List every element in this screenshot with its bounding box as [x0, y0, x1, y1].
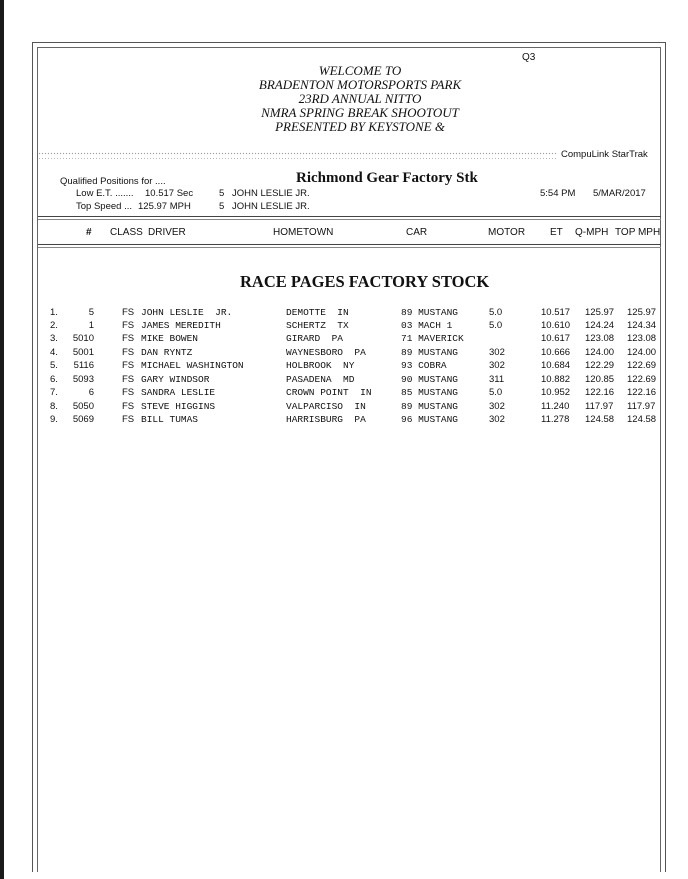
col-hometown: HOMETOWN: [273, 227, 334, 238]
row-qmph: 122.29: [585, 360, 615, 371]
row-qmph: 117.97: [585, 401, 614, 412]
row-driver: MICHAEL WASHINGTON: [141, 360, 244, 371]
row-car: 90 MUSTANG: [401, 374, 459, 385]
row-topmph: 122.69: [627, 374, 657, 385]
row-et: 10.882: [541, 374, 571, 385]
row-position: 5.: [50, 360, 58, 371]
row-et: 10.684: [541, 360, 571, 371]
header-line-1: WELCOME TO: [318, 63, 402, 78]
row-motor: 5.0: [489, 320, 503, 331]
row-car-number: 5010: [72, 333, 94, 344]
row-driver: GARY WINDSOR: [141, 374, 210, 385]
row-driver: DAN RYNTZ: [141, 347, 193, 358]
row-position: 1.: [50, 307, 58, 318]
row-car: 96 MUSTANG: [401, 414, 459, 425]
low-et-driver: JOHN LESLIE JR.: [232, 188, 310, 199]
row-position: 8.: [50, 401, 58, 412]
row-driver: BILL TUMAS: [141, 414, 199, 425]
row-class: FS: [122, 307, 135, 318]
row-car-number: 5069: [72, 414, 94, 425]
event-class-title: Richmond Gear Factory Stk: [296, 170, 478, 186]
row-car-number: 6: [88, 387, 94, 398]
row-et: 11.278: [541, 414, 570, 425]
row-topmph: 124.58: [627, 414, 657, 425]
row-class: FS: [122, 387, 135, 398]
top-speed-car: 5: [219, 201, 225, 212]
header-line-2: BRADENTON MOTORSPORTS PARK: [258, 77, 462, 92]
row-position: 6.: [50, 374, 58, 385]
row-hometown: VALPARCISO IN: [286, 401, 366, 412]
row-hometown: WAYNESBORO PA: [286, 347, 366, 358]
row-topmph: 122.16: [627, 387, 657, 398]
report-time: 5:54 PM: [540, 188, 576, 199]
row-car: 85 MUSTANG: [401, 387, 459, 398]
row-et: 10.610: [541, 320, 571, 331]
row-motor: 311: [489, 374, 505, 385]
row-driver: MIKE BOWEN: [141, 333, 199, 344]
col-num: #: [86, 227, 92, 238]
row-position: 4.: [50, 347, 58, 358]
row-car: 93 COBRA: [401, 360, 447, 371]
row-hometown: CROWN POINT IN: [286, 387, 372, 398]
low-et-label: Low E.T. .......: [76, 188, 134, 199]
row-driver: STEVE HIGGINS: [141, 401, 216, 412]
row-qmph: 120.85: [585, 374, 615, 385]
row-car-number: 5050: [72, 401, 94, 412]
col-topmph: TOP MPH: [615, 227, 661, 238]
row-car: 71 MAVERICK: [401, 333, 464, 344]
header-line-5: PRESENTED BY KEYSTONE &: [275, 119, 445, 134]
qualified-label: Qualified Positions for ....: [60, 176, 166, 187]
rule-mid-2: [38, 247, 661, 248]
col-motor: MOTOR: [488, 227, 526, 238]
row-driver: JOHN LESLIE JR.: [141, 307, 233, 318]
row-position: 2.: [50, 320, 58, 331]
rule-top-2: [38, 219, 661, 220]
row-qmph: 124.00: [585, 347, 615, 358]
row-et: 10.617: [541, 333, 571, 344]
row-motor: 5.0: [489, 307, 503, 318]
top-speed-value: 125.97 MPH: [138, 201, 191, 212]
section-title: RACE PAGES FACTORY STOCK: [240, 272, 490, 291]
report-date: 5/MAR/2017: [593, 188, 646, 199]
row-topmph: 125.97: [627, 307, 657, 318]
header-line-3: 23RD ANNUAL NITTO: [298, 91, 422, 106]
row-qmph: 125.97: [585, 307, 615, 318]
row-car-number: 5001: [72, 347, 94, 358]
col-qmph: Q-MPH: [575, 227, 609, 238]
row-car: 03 MACH 1: [401, 320, 453, 331]
row-et: 10.517: [541, 307, 571, 318]
row-hometown: SCHERTZ TX: [286, 320, 349, 331]
page-id: Q3: [522, 52, 536, 63]
low-et-value: 10.517 Sec: [145, 188, 194, 199]
row-motor: 302: [489, 347, 505, 358]
row-motor: 302: [489, 414, 505, 425]
row-qmph: 122.16: [585, 387, 615, 398]
col-driver: DRIVER: [148, 227, 186, 238]
row-motor: 302: [489, 360, 505, 371]
row-topmph: 122.69: [627, 360, 657, 371]
dotted-rule-2: [38, 157, 558, 160]
rule-mid-1: [38, 244, 661, 245]
row-car-number: 5093: [72, 374, 94, 385]
row-class: FS: [122, 360, 135, 371]
dotted-rule: [38, 152, 558, 156]
brand-label: CompuLink StarTrak: [561, 149, 648, 160]
top-speed-driver: JOHN LESLIE JR.: [232, 201, 310, 212]
row-car: 89 MUSTANG: [401, 307, 459, 318]
col-et: ET: [550, 227, 563, 238]
row-class: FS: [122, 320, 135, 331]
row-hometown: HOLBROOK NY: [286, 360, 355, 371]
row-position: 9.: [50, 414, 58, 425]
row-topmph: 117.97: [627, 401, 656, 412]
row-class: FS: [122, 414, 135, 425]
row-topmph: 123.08: [627, 333, 657, 344]
row-qmph: 124.24: [585, 320, 615, 331]
row-hometown: PASADENA MD: [286, 374, 355, 385]
low-et-car: 5: [219, 188, 225, 199]
row-qmph: 124.58: [585, 414, 615, 425]
row-class: FS: [122, 333, 135, 344]
header-line-4: NMRA SPRING BREAK SHOOTOUT: [261, 105, 459, 120]
row-hometown: DEMOTTE IN: [286, 307, 349, 318]
row-qmph: 123.08: [585, 333, 615, 344]
row-class: FS: [122, 374, 135, 385]
row-et: 10.952: [541, 387, 571, 398]
row-topmph: 124.34: [627, 320, 657, 331]
row-car-number: 5116: [73, 360, 94, 371]
row-car-number: 1: [88, 320, 94, 331]
row-et: 10.666: [541, 347, 571, 358]
row-hometown: GIRARD PA: [286, 333, 344, 344]
row-car: 89 MUSTANG: [401, 347, 459, 358]
row-driver: JAMES MEREDITH: [141, 320, 221, 331]
row-position: 7.: [50, 387, 58, 398]
row-topmph: 124.00: [627, 347, 657, 358]
row-car-number: 5: [88, 307, 94, 318]
row-class: FS: [122, 347, 135, 358]
row-position: 3.: [50, 333, 58, 344]
row-class: FS: [122, 401, 135, 412]
row-hometown: HARRISBURG PA: [286, 414, 366, 425]
rule-top-1: [38, 216, 661, 217]
row-motor: 302: [489, 401, 505, 412]
row-driver: SANDRA LESLIE: [141, 387, 216, 398]
top-speed-label: Top Speed ...: [76, 201, 132, 212]
row-motor: 5.0: [489, 387, 503, 398]
col-class: CLASS: [110, 227, 143, 238]
row-et: 11.240: [541, 401, 570, 412]
col-car: CAR: [406, 227, 428, 238]
row-car: 89 MUSTANG: [401, 401, 459, 412]
